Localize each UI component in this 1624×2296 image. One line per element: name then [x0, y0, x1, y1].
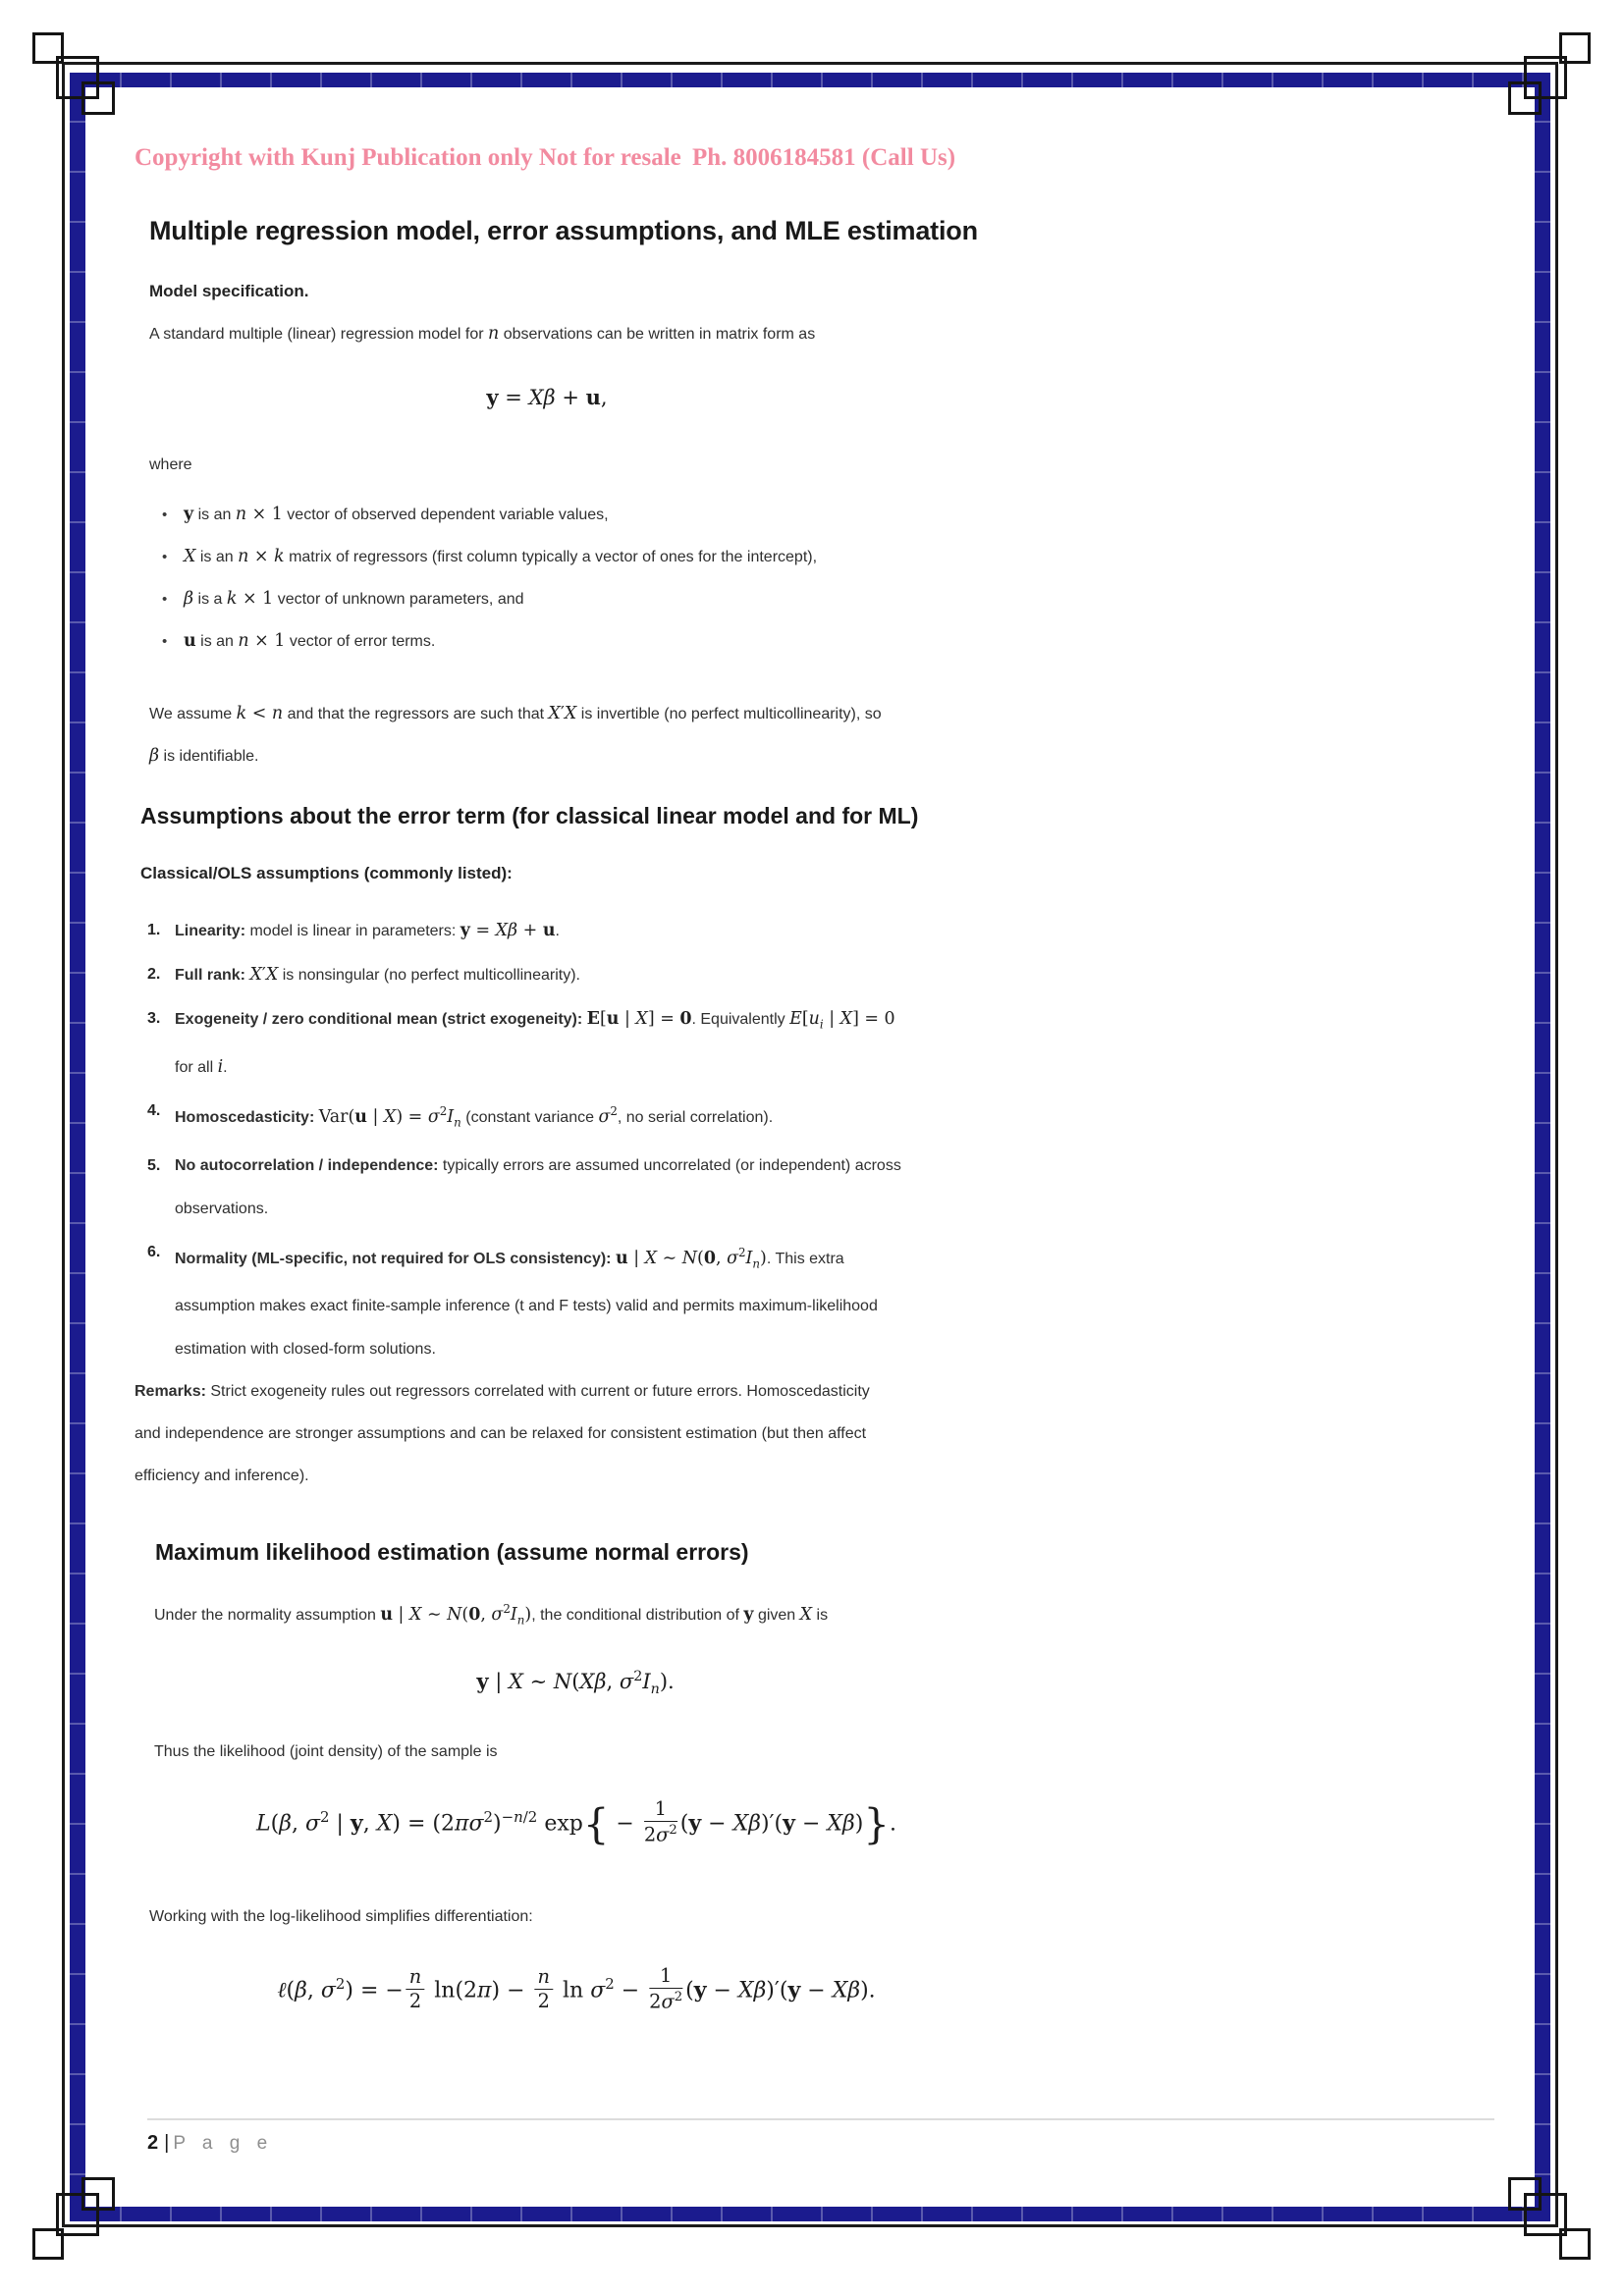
corner-ornament-top-left	[81, 81, 115, 115]
border-navy-right	[1535, 73, 1550, 2221]
corner-ornament-top-right	[1508, 81, 1542, 115]
bullet-item-x: • X is an n × k matrix of regressors (first column typically a vector of ones for the intercept),	[160, 536, 1470, 578]
bullet-list	[160, 494, 1470, 663]
assumption-item-no-autocorrelation: No autocorrelation / independence: typically errors are assumed uncorrelated (or independent) across observations.	[175, 1156, 901, 1217]
equation-likelihood: L(β, $\sigma^2$ | y, $X) = (2\pi\sigma^2)^{-n/2}$ exp{ − $\frac{1}{2\sigma^2}$ (y − Xβ)′(y − Xβ)}.	[256, 1797, 896, 1848]
corner-ornament-bottom-right	[1508, 2177, 1542, 2211]
bullet-item-y: • y is an n × 1 vector of observed dependent variable values,	[160, 494, 1470, 536]
bullet-item-beta: • β is a k × 1 vector of unknown parameters, and	[160, 578, 1470, 620]
page-number-separator: |	[164, 2132, 170, 2154]
paragraph-remarks: Remarks: Strict exogeneity rules out regressors correlated with current or future errors. Homoscedasticity and independence are stronger assumptions and can be relaxed for consistent estimation (but then affect efficiency and inference).	[135, 1383, 870, 1484]
border-navy-bottom	[72, 2207, 1549, 2221]
phone-text: Ph. 8006184581 (Call Us)	[692, 144, 956, 171]
assumption-item-homoscedasticity: Homoscedasticity: Var(u | $X) = \sigma^2I_n$ (constant variance $\sigma^2$, no serial correlation).	[175, 1104, 774, 1130]
assumption-item-normality: Normality (ML-specific, not required for OLS consistency): u | X ∼ N(0, $\sigma^2I_n$). This extra assumption makes exact finite-sample inference (t and F tests) valid and permits maximum-likelihood estimation with closed-form solutions.	[175, 1245, 878, 1359]
subheading-classical-ols: Classical/OLS assumptions (commonly listed):	[140, 864, 513, 882]
equation-conditional-distribution: y | X ∼ N(Xβ, $\sigma^2I_n$).	[476, 1669, 675, 1698]
equation-log-likelihood: ℓ(β, $\sigma^2$) = − $\frac{n}{2}$ ln(2π) − $\frac{n}{2}$ $\ln \sigma^2$ − $\frac{1}{2\sigma^2}$ (y − Xβ)′(y − Xβ).	[277, 1964, 876, 2013]
assumption-item-exogeneity: Exogeneity / zero conditional mean (strict exogeneity): E[u | X] = 0. Equivalently $E[u_i$ | X] = 0 for all i.	[175, 1009, 895, 1078]
copyright-text: Copyright with Kunj Publication only Not for resale	[135, 144, 681, 171]
paragraph-identifiability: We assume k < n and that the regressors are such that X′X is invertible (no perfect multicollinearity), so β is identifiable.	[149, 704, 882, 766]
page-label: P a g e	[173, 2133, 274, 2154]
bullet-item-u: • u is an n × 1 vector of error terms.	[160, 620, 1470, 663]
where-label: where	[149, 456, 192, 473]
paragraph-loglik-intro: Working with the log-likelihood simplifies differentiation:	[149, 1908, 533, 1925]
corner-ornament-bottom-left	[81, 2177, 115, 2211]
paragraph-mle-intro: Under the normality assumption u | X ∼ N(0, $\sigma^2I_n$), the conditional distribution of y given X is	[154, 1602, 829, 1628]
footer-rule	[147, 2118, 1494, 2120]
border-navy-top	[72, 73, 1549, 87]
paragraph-model-intro: A standard multiple (linear) regression model for n observations can be written in matrix form as	[149, 324, 816, 344]
paragraph-likelihood-intro: Thus the likelihood (joint density) of the sample is	[154, 1743, 498, 1760]
section-heading-model-specification: Model specification.	[149, 282, 309, 300]
assumption-item-full-rank: Full rank: X′X is nonsingular (no perfect multicollinearity).	[175, 965, 580, 985]
equation-model: y = Xβ + u,	[486, 385, 608, 409]
section-heading-mle: Maximum likelihood estimation (assume normal errors)	[155, 1539, 749, 1565]
section-heading-assumptions: Assumptions about the error term (for classical linear model and for ML)	[140, 803, 919, 828]
assumption-item-linearity: Linearity: model is linear in parameters: y = Xβ + u.	[175, 921, 560, 940]
border-navy-left	[70, 73, 85, 2221]
footer	[147, 2132, 273, 2155]
page-title: Multiple regression model, error assumptions, and MLE estimation	[149, 216, 978, 245]
page-number: 2	[147, 2132, 159, 2154]
assumptions-list	[147, 909, 1471, 1371]
